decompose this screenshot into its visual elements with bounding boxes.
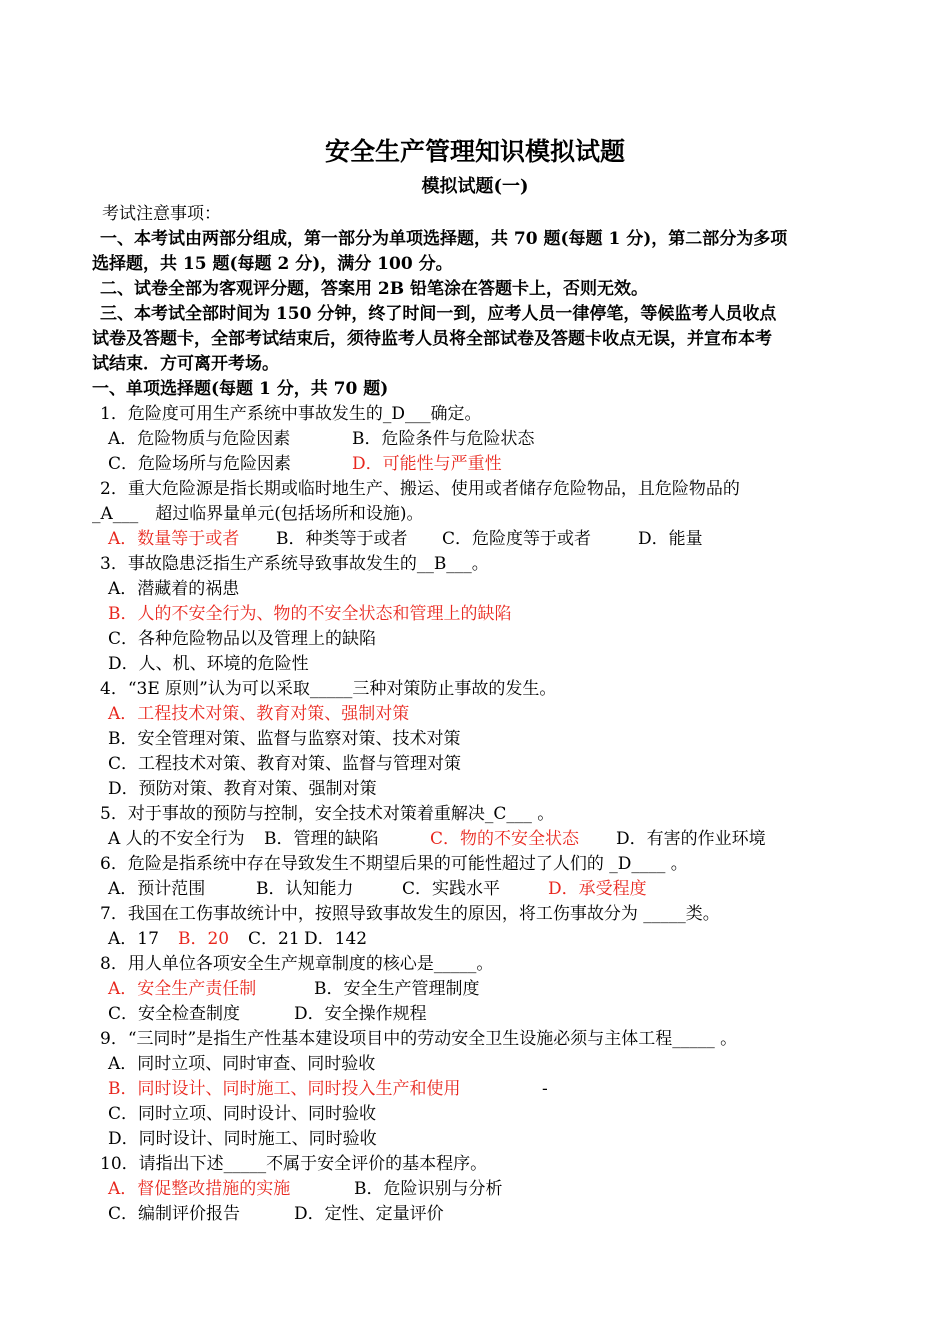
option-d: D．能量 [638, 529, 703, 549]
question-3-option-b-answer: B．人的不安全行为、物的不安全状态和管理上的缺陷 [108, 604, 512, 624]
option-d: D．定性、定量评价 [294, 1204, 444, 1224]
question-6-options [108, 877, 647, 902]
question-8-stem: 8．用人单位各项安全生产规章制度的核心是_____。 [100, 954, 494, 974]
option-d: D．安全操作规程 [294, 1004, 427, 1024]
option-a: A．17 [108, 929, 159, 949]
option-c-answer: C．物的不安全状态 [430, 829, 580, 849]
notice-heading: 考试注意事项： [102, 204, 221, 224]
question-5-options [108, 827, 766, 852]
notice-rule-1-line-2: 选择题，共 15 题(每题 2 分)，满分 100 分。 [92, 254, 453, 274]
option-b-answer: B．同时设计、同时施工、同时投入生产和使用 [108, 1079, 461, 1099]
question-4-option-d: D．预防对策、教育对策、强制对策 [108, 779, 377, 799]
option-a: A 人的不安全行为 [108, 829, 245, 849]
question-2-options [108, 527, 703, 552]
question-8-options-row-2 [108, 1002, 427, 1027]
option-c: C．危险场所与危险因素 [108, 454, 292, 474]
question-8-options-row-1 [108, 977, 480, 1002]
question-2-stem-line-2: _A___ 超过临界量单元(包括场所和设施)。 [92, 504, 424, 524]
notice-rule-3-line-1: 三、本考试全部时间为 150 分钟，终了时间一到，应考人员一律停笔，等候监考人员收点 [100, 304, 777, 324]
question-4-option-c: C．工程技术对策、教育对策、监督与管理对策 [108, 754, 462, 774]
option-b: B．认知能力 [256, 879, 354, 899]
question-9-stem: 9．“三同时”是指生产性基本建设项目中的劳动安全卫生设施必须与主体工程_____ 。 [100, 1029, 738, 1049]
question-10-options-row-2 [108, 1202, 444, 1227]
option-d-answer: D．可能性与严重性 [352, 454, 502, 474]
question-9-option-a: A．同时立项、同时审查、同时验收 [108, 1054, 376, 1074]
option-a: A．预计范围 [108, 879, 206, 899]
question-3-option-a: A．潜藏着的祸患 [108, 579, 240, 599]
option-d-answer: D．承受程度 [548, 879, 647, 899]
option-a-answer: A．数量等于或者 [108, 529, 240, 549]
question-5-stem: 5．对于事故的预防与控制，安全技术对策着重解决_C___ 。 [100, 804, 555, 824]
option-a-answer: A．督促整改措施的实施 [108, 1179, 291, 1199]
question-3-option-c: C．各种危险物品以及管理上的缺陷 [108, 629, 377, 649]
option-b-answer: B．20 [178, 929, 230, 949]
option-c: C．安全检查制度 [108, 1004, 241, 1024]
option-b: B．危险条件与危险状态 [352, 429, 535, 449]
option-c: C．21 [248, 929, 300, 949]
notice-rule-1-line-1: 一、本考试由两部分组成，第一部分为单项选择题，共 70 题(每题 1 分)，第二部分为多项 [100, 229, 788, 249]
question-1-stem: 1．危险度可用生产系统中事故发生的_D___确定。 [100, 404, 482, 424]
option-d: D．142 [304, 929, 368, 949]
question-9-option-b-row [108, 1077, 548, 1102]
option-b: B．危险识别与分析 [354, 1179, 503, 1199]
question-10-stem: 10．请指出下述_____不属于安全评价的基本程序。 [100, 1154, 488, 1174]
notice-rule-2: 二、试卷全部为客观评分题，答案用 2B 铅笔涂在答题卡上，否则无效。 [100, 279, 649, 299]
option-c: C．编制评价报告 [108, 1204, 241, 1224]
option-b: B．种类等于或者 [276, 529, 408, 549]
document-subtitle: 模拟试题(一) [421, 176, 529, 197]
option-b: B．安全生产管理制度 [314, 979, 480, 999]
notice-rule-3-line-3: 试结束．方可离开考场。 [92, 354, 279, 374]
option-a: A．危险物质与危险因素 [108, 429, 291, 449]
option-b: B．管理的缺陷 [264, 829, 379, 849]
notice-rule-3-line-2: 试卷及答题卡，全部考试结束后，须待监考人员将全部试卷及答题卡收点无误，并宣布本考 [92, 329, 772, 349]
question-4-stem: 4．“3E 原则”认为可以采取_____三种对策防止事故的发生。 [100, 679, 557, 699]
question-4-option-b: B．安全管理对策、监督与监察对策、技术对策 [108, 729, 461, 749]
question-6-stem: 6．危险是指系统中存在导致发生不期望后果的可能性超过了人们的 _D____ 。 [100, 854, 688, 874]
option-d: D．有害的作业环境 [616, 829, 766, 849]
document-title: 安全生产管理知识模拟试题 [324, 137, 625, 166]
option-c: C．危险度等于或者 [442, 529, 592, 549]
question-9-option-c: C．同时立项、同时设计、同时验收 [108, 1104, 377, 1124]
stray-mark: - [542, 1079, 548, 1099]
question-3-option-d: D．人、机、环境的危险性 [108, 654, 309, 674]
question-1-options-row-1 [108, 427, 535, 452]
question-7-stem: 7．我国在工伤事故统计中，按照导致事故发生的原因，将工伤事故分为 _____类。 [100, 904, 720, 924]
question-2-stem-line-1: 2．重大危险源是指长期或临时地生产、搬运、使用或者储存危险物品，且危险物品的 [100, 479, 740, 499]
question-10-options-row-1 [108, 1177, 503, 1202]
option-c: C．实践水平 [402, 879, 501, 899]
section-heading: 一、单项选择题(每题 1 分，共 70 题) [92, 379, 389, 399]
question-7-options [108, 927, 367, 952]
option-a-answer: A．安全生产责任制 [108, 979, 257, 999]
question-9-option-d: D．同时设计、同时施工、同时验收 [108, 1129, 377, 1149]
question-1-options-row-2 [108, 452, 502, 477]
question-4-option-a-answer: A．工程技术对策、教育对策、强制对策 [108, 704, 410, 724]
question-3-stem: 3．事故隐患泛指生产系统导致事故发生的__B___。 [100, 554, 489, 574]
